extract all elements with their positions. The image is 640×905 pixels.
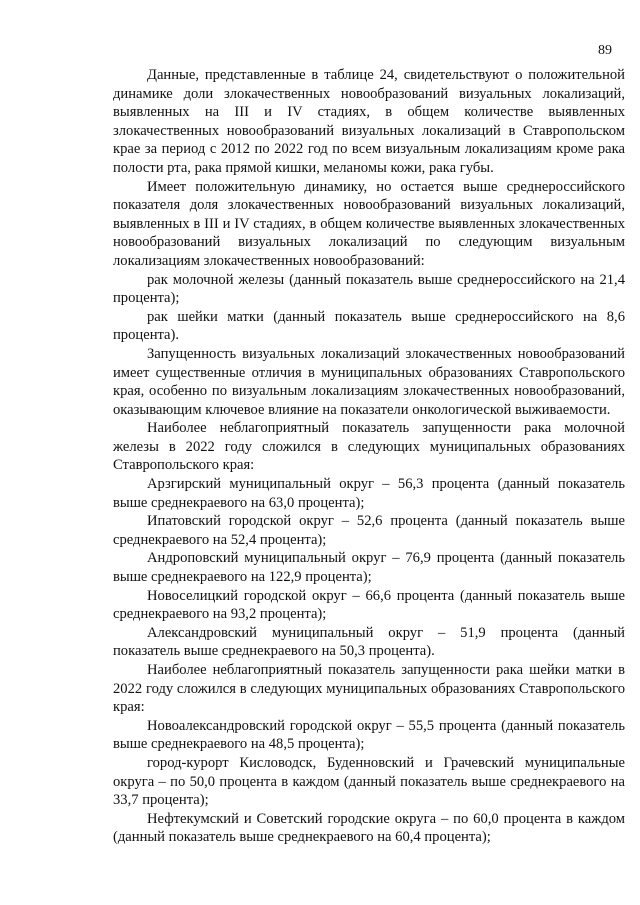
paragraph: Новоселицкий городской округ – 66,6 процента (данный показатель выше среднекраевого на 93,2 процента); [113, 587, 625, 623]
paragraph: Имеет положительную динамику, но остается выше среднероссийского показателя доля злокачественных новообразований визуальных локализаций, выявленных в III и IV стадиях, в общем количестве выявленных злокачественных новообразований визуальных локализаций по следующим визуальным локализациям злокачественных новообразований: [113, 178, 625, 269]
paragraph: Андроповский муниципальный округ – 76,9 процента (данный показатель выше среднекраевого на 122,9 процента); [113, 550, 625, 586]
paragraph: Александровский муниципальный округ – 51,9 процента (данный показатель выше среднекраевого на 50,3 процента). [113, 624, 625, 660]
paragraph: Наиболее неблагоприятный показатель запущенности рака молочной железы в 2022 году сложился в следующих муниципальных образованиях Ставропольского края: [113, 420, 625, 474]
paragraph: рак шейки матки (данный показатель выше среднероссийского на 8,6 процента). [113, 308, 625, 344]
paragraph: Данные, представленные в таблице 24, свидетельствуют о положительной динамике доли злокачественных новообразований визуальных локализаций, выявленных на III и IV стадиях, в общем количестве выявленных злокачественных новообразований визуальных локализаций в Ставропольском крае за период с 2012 по 2022 год по всем визуальным локализациям кроме рака полости рта, рака прямой кишки, меланомы кожи, рака губы. [113, 67, 625, 176]
page-number: 89 [598, 43, 612, 58]
paragraph: Ипатовский городской округ – 52,6 процента (данный показатель выше среднекраевого на 52,4 процента); [113, 513, 625, 548]
paragraph: Арзгирский муниципальный округ – 56,3 процента (данный показатель выше среднекраевого на 63,0 процента); [113, 476, 625, 511]
paragraph: Нефтекумский и Советский городские округа – по 60,0 процента в каждом (данный показатель выше среднекраевого на 60,4 процента); [113, 810, 625, 846]
document-body [113, 66, 625, 847]
paragraph: город-курорт Кисловодск, Буденновский и Грачевский муниципальные округа – по 50,0 процента в каждом (данный показатель выше среднекраевого на 33,7 процента); [113, 754, 625, 809]
paragraph: Новоалександровский городской округ – 55,5 процента (данный показатель выше среднекраевого на 48,5 процента); [113, 717, 625, 753]
paragraph: Запущенность визуальных локализаций злокачественных новообразований имеет существенные отличия в муниципальных образованиях Ставропольского края, особенно по визуальным локализациям злокачественных новообразований, оказывающим ключевое влияние на показатели онкологической выживаемости. [113, 345, 625, 418]
paragraph: Наиболее неблагоприятный показатель запущенности рака шейки матки в 2022 году сложился в следующих муниципальных образованиях Ставропольского края: [113, 662, 625, 716]
paragraph: рак молочной железы (данный показатель выше среднероссийского на 21,4 процента); [113, 271, 625, 307]
